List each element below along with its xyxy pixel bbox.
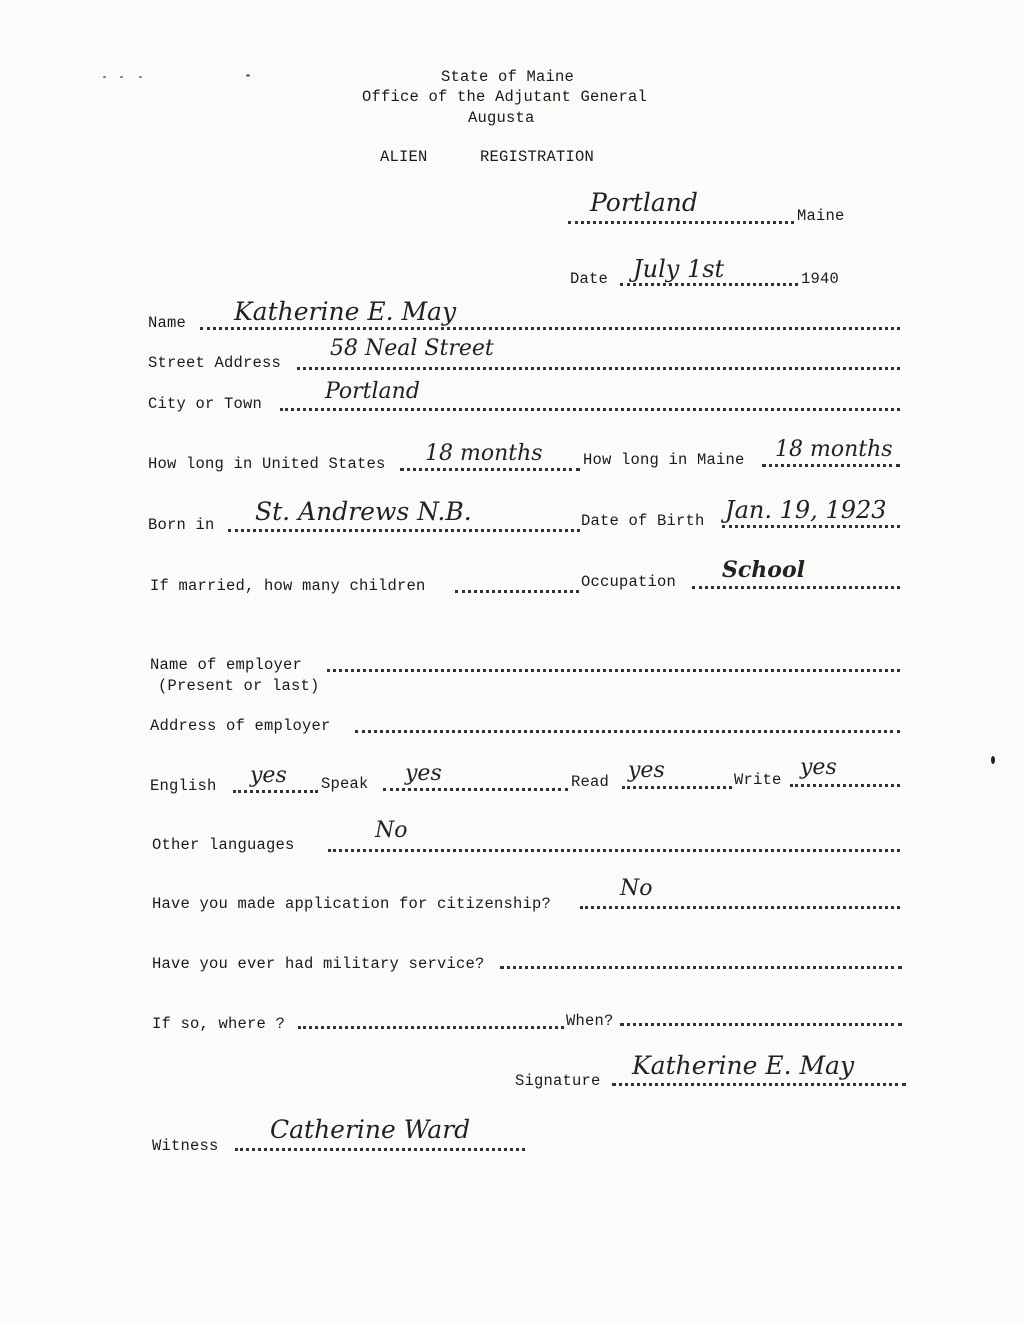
header-office: Office of the Adjutant General [362, 88, 648, 106]
read-value: yes [628, 758, 665, 783]
speak-value: yes [405, 761, 442, 786]
speck-mark [120, 76, 123, 78]
born-dots [228, 529, 580, 532]
employer-address-dots [355, 730, 900, 733]
date-value: July 1st [633, 255, 725, 283]
signature-dots [612, 1083, 906, 1086]
military-label: Have you ever had military service? [152, 955, 485, 973]
city-label: City or Town [148, 395, 263, 413]
citizenship-label: Have you made application for citizenship? [152, 895, 552, 913]
place-suffix: Maine [797, 207, 845, 225]
us-label: How long in United States [148, 455, 386, 473]
employer-sublabel: (Present or last) [158, 677, 320, 695]
date-label: Date [570, 270, 609, 288]
street-dots [297, 367, 900, 370]
name-value: Katherine E. May [234, 297, 457, 326]
signature-label: Signature [515, 1072, 601, 1090]
where-label: If so, where ? [152, 1015, 286, 1033]
read-dots [622, 786, 732, 789]
citizenship-dots [580, 906, 900, 909]
occupation-value: School [722, 557, 805, 583]
employer-address-label: Address of employer [150, 717, 331, 735]
when-label: When? [566, 1012, 614, 1030]
city-value: Portland [325, 379, 420, 404]
dob-label: Date of Birth [581, 512, 705, 530]
where-dots [298, 1026, 564, 1029]
married-label: If married, how many children [150, 577, 426, 595]
witness-value: Catherine Ward [270, 1115, 471, 1144]
date-year: 1940 [801, 270, 840, 288]
us-dots [400, 468, 580, 471]
employer-label: Name of employer [150, 656, 303, 674]
street-value: 58 Neal Street [330, 336, 494, 361]
dob-dots [722, 525, 900, 528]
speck-mark [991, 756, 995, 764]
us-value: 18 months [425, 441, 543, 466]
name-dots [200, 327, 900, 330]
write-value: yes [800, 755, 837, 780]
english-value: yes [250, 763, 287, 788]
header-city: Augusta [468, 109, 535, 127]
employer-dots [327, 669, 900, 672]
signature-value: Katherine E. May [632, 1051, 855, 1080]
city-dots [280, 408, 900, 411]
languages-label: Other languages [152, 836, 295, 854]
witness-label: Witness [152, 1137, 219, 1155]
title-registration: REGISTRATION [480, 148, 595, 166]
maine-value: 18 months [775, 437, 893, 462]
languages-dots [328, 849, 900, 852]
maine-dots [762, 464, 900, 467]
speck-mark [246, 74, 250, 77]
english-label: English [150, 777, 217, 795]
place-value: Portland [590, 188, 698, 217]
street-label: Street Address [148, 354, 282, 372]
born-label: Born in [148, 516, 215, 534]
maine-label: How long in Maine [583, 451, 745, 469]
place-dots [568, 221, 794, 224]
witness-dots [235, 1148, 525, 1151]
name-label: Name [148, 314, 187, 332]
english-dots [233, 790, 318, 793]
born-value: St. Andrews N.B. [255, 497, 472, 526]
header-state: State of Maine [441, 68, 575, 86]
married-dots [455, 590, 579, 593]
title-alien: ALIEN [380, 148, 428, 166]
speck-mark [103, 76, 106, 78]
speak-label: Speak [321, 775, 369, 793]
when-dots [620, 1023, 902, 1026]
citizenship-value: No [620, 876, 653, 901]
speak-dots [383, 788, 568, 791]
write-label: Write [734, 771, 782, 789]
occupation-dots [692, 586, 900, 589]
read-label: Read [571, 773, 610, 791]
occupation-label: Occupation [581, 573, 677, 591]
date-dots [620, 283, 798, 286]
write-dots [790, 784, 900, 787]
military-dots [500, 966, 902, 969]
speck-mark [139, 76, 142, 78]
dob-value: Jan. 19, 1923 [725, 496, 887, 524]
languages-value: No [375, 818, 408, 843]
